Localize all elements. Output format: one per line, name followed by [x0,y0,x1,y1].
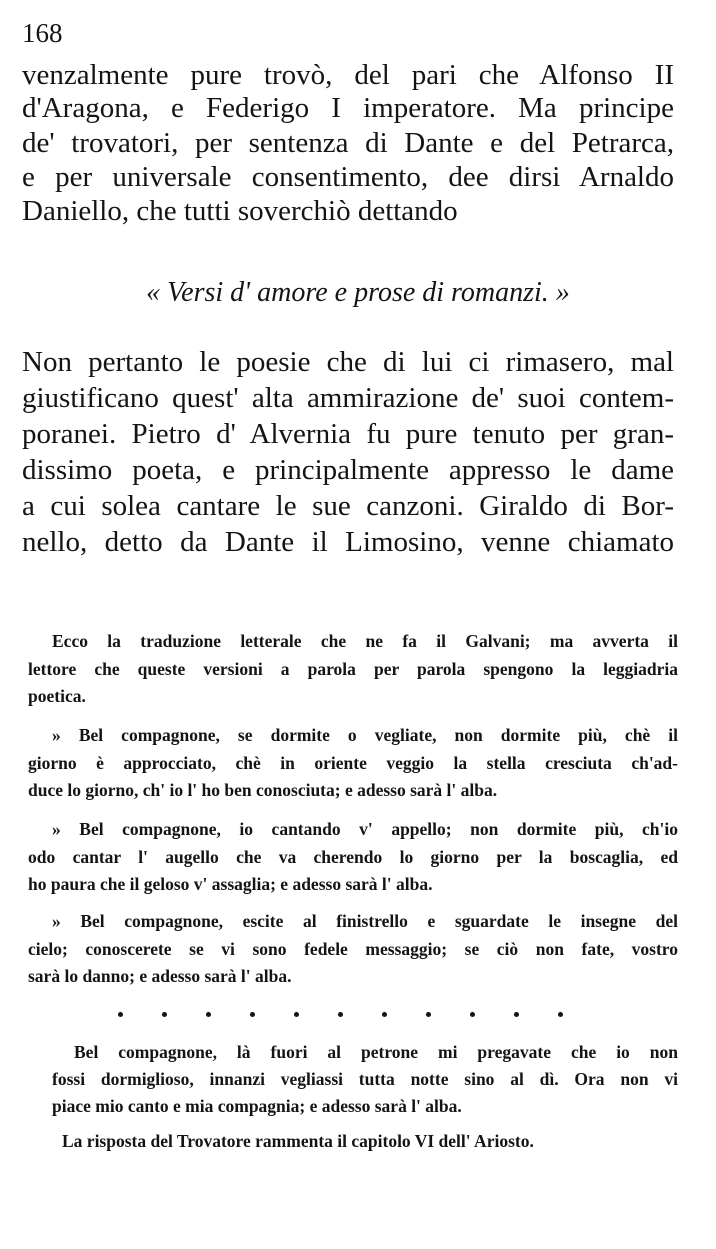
body-line: Non pertanto le poesie che di lui ci rimasero, mal [22,346,674,378]
footnote-closing: La risposta del Trovatore rammenta il capitolo VI dell' Ariosto. [62,1131,534,1151]
footnote-line: odo cantar l' augello che va cherendo lo giorno per la boscaglia, ed [28,847,678,867]
footnote-line: » Bel compagnone, io cantando v' appello; non dormite più, ch'io [52,819,678,839]
ellipsis-dot [382,1012,387,1017]
body-line: de' trovatori, per sentenza di Dante e del Petrarca, [22,127,674,159]
body-line: dissimo poeta, e principalmente appresso le dame [22,454,674,486]
footnote-line: cielo; conoscerete se vi sono fedele messaggio; se ciò non fate, vostro [28,939,678,959]
footnote-line: » Bel compagnone, se dormite o vegliate, non dormite più, chè il [52,725,678,745]
footnote-line: lettore che queste versioni a parola per parola spengono la leggiadria [28,659,678,679]
ellipsis-dots [118,1002,598,1026]
footnote-line: duce lo giorno, ch' io l' ho ben conosciuta; e adesso sarà l' alba. [28,780,498,800]
footnote-line: sarà lo danno; e adesso sarà l' alba. [28,966,292,986]
verse-quote: « Versi d' amore e prose di romanzi. » [146,277,570,308]
body-line: giustificano quest' alta ammirazione de' suoi contem- [22,382,674,414]
body-line: a cui solea cantare le sue canzoni. Giraldo di Bor- [22,490,674,522]
footnote-line: giorno è approcciato, chè in oriente veggio la stella cresciuta ch'ad- [28,753,678,773]
ellipsis-dot [514,1012,519,1017]
ellipsis-dot [206,1012,211,1017]
ellipsis-dot [162,1012,167,1017]
footnote-line: » Bel compagnone, escite al finistrello e sguardate le insegne del [52,911,678,931]
footnote-line: Ecco la traduzione letterale che ne fa il Galvani; ma avverta il [52,631,678,651]
page-number: 168 [22,18,63,48]
ellipsis-dot [118,1012,123,1017]
footnote-line: fossi dormiglioso, innanzi vegliassi tutta notte sino al dì. Ora non vi [52,1069,678,1089]
body-line: venzalmente pure trovò, del pari che Alfonso II [22,59,674,91]
footnote-line: piace mio canto e mia compagnia; e adesso sarà l' alba. [52,1096,462,1116]
body-line: Daniello, che tutti soverchiò dettando [22,195,458,227]
footnote-line: ho paura che il geloso v' assaglia; e adesso sarà l' alba. [28,874,433,894]
footnote-line: poetica. [28,686,86,706]
body-line: nello, detto da Dante il Limosino, venne chiamato [22,526,674,558]
ellipsis-dot [338,1012,343,1017]
ellipsis-dot [250,1012,255,1017]
footnote-line: Bel compagnone, là fuori al petrone mi pregavate che io non [74,1042,678,1062]
ellipsis-dot [558,1012,563,1017]
body-line: d'Aragona, e Federigo I imperatore. Ma principe [22,92,674,124]
ellipsis-dot [294,1012,299,1017]
body-line: poranei. Pietro d' Alvernia fu pure tenuto per gran- [22,418,674,450]
body-line: e per universale consentimento, dee dirsi Arnaldo [22,161,674,193]
ellipsis-dot [426,1012,431,1017]
ellipsis-dot [470,1012,475,1017]
